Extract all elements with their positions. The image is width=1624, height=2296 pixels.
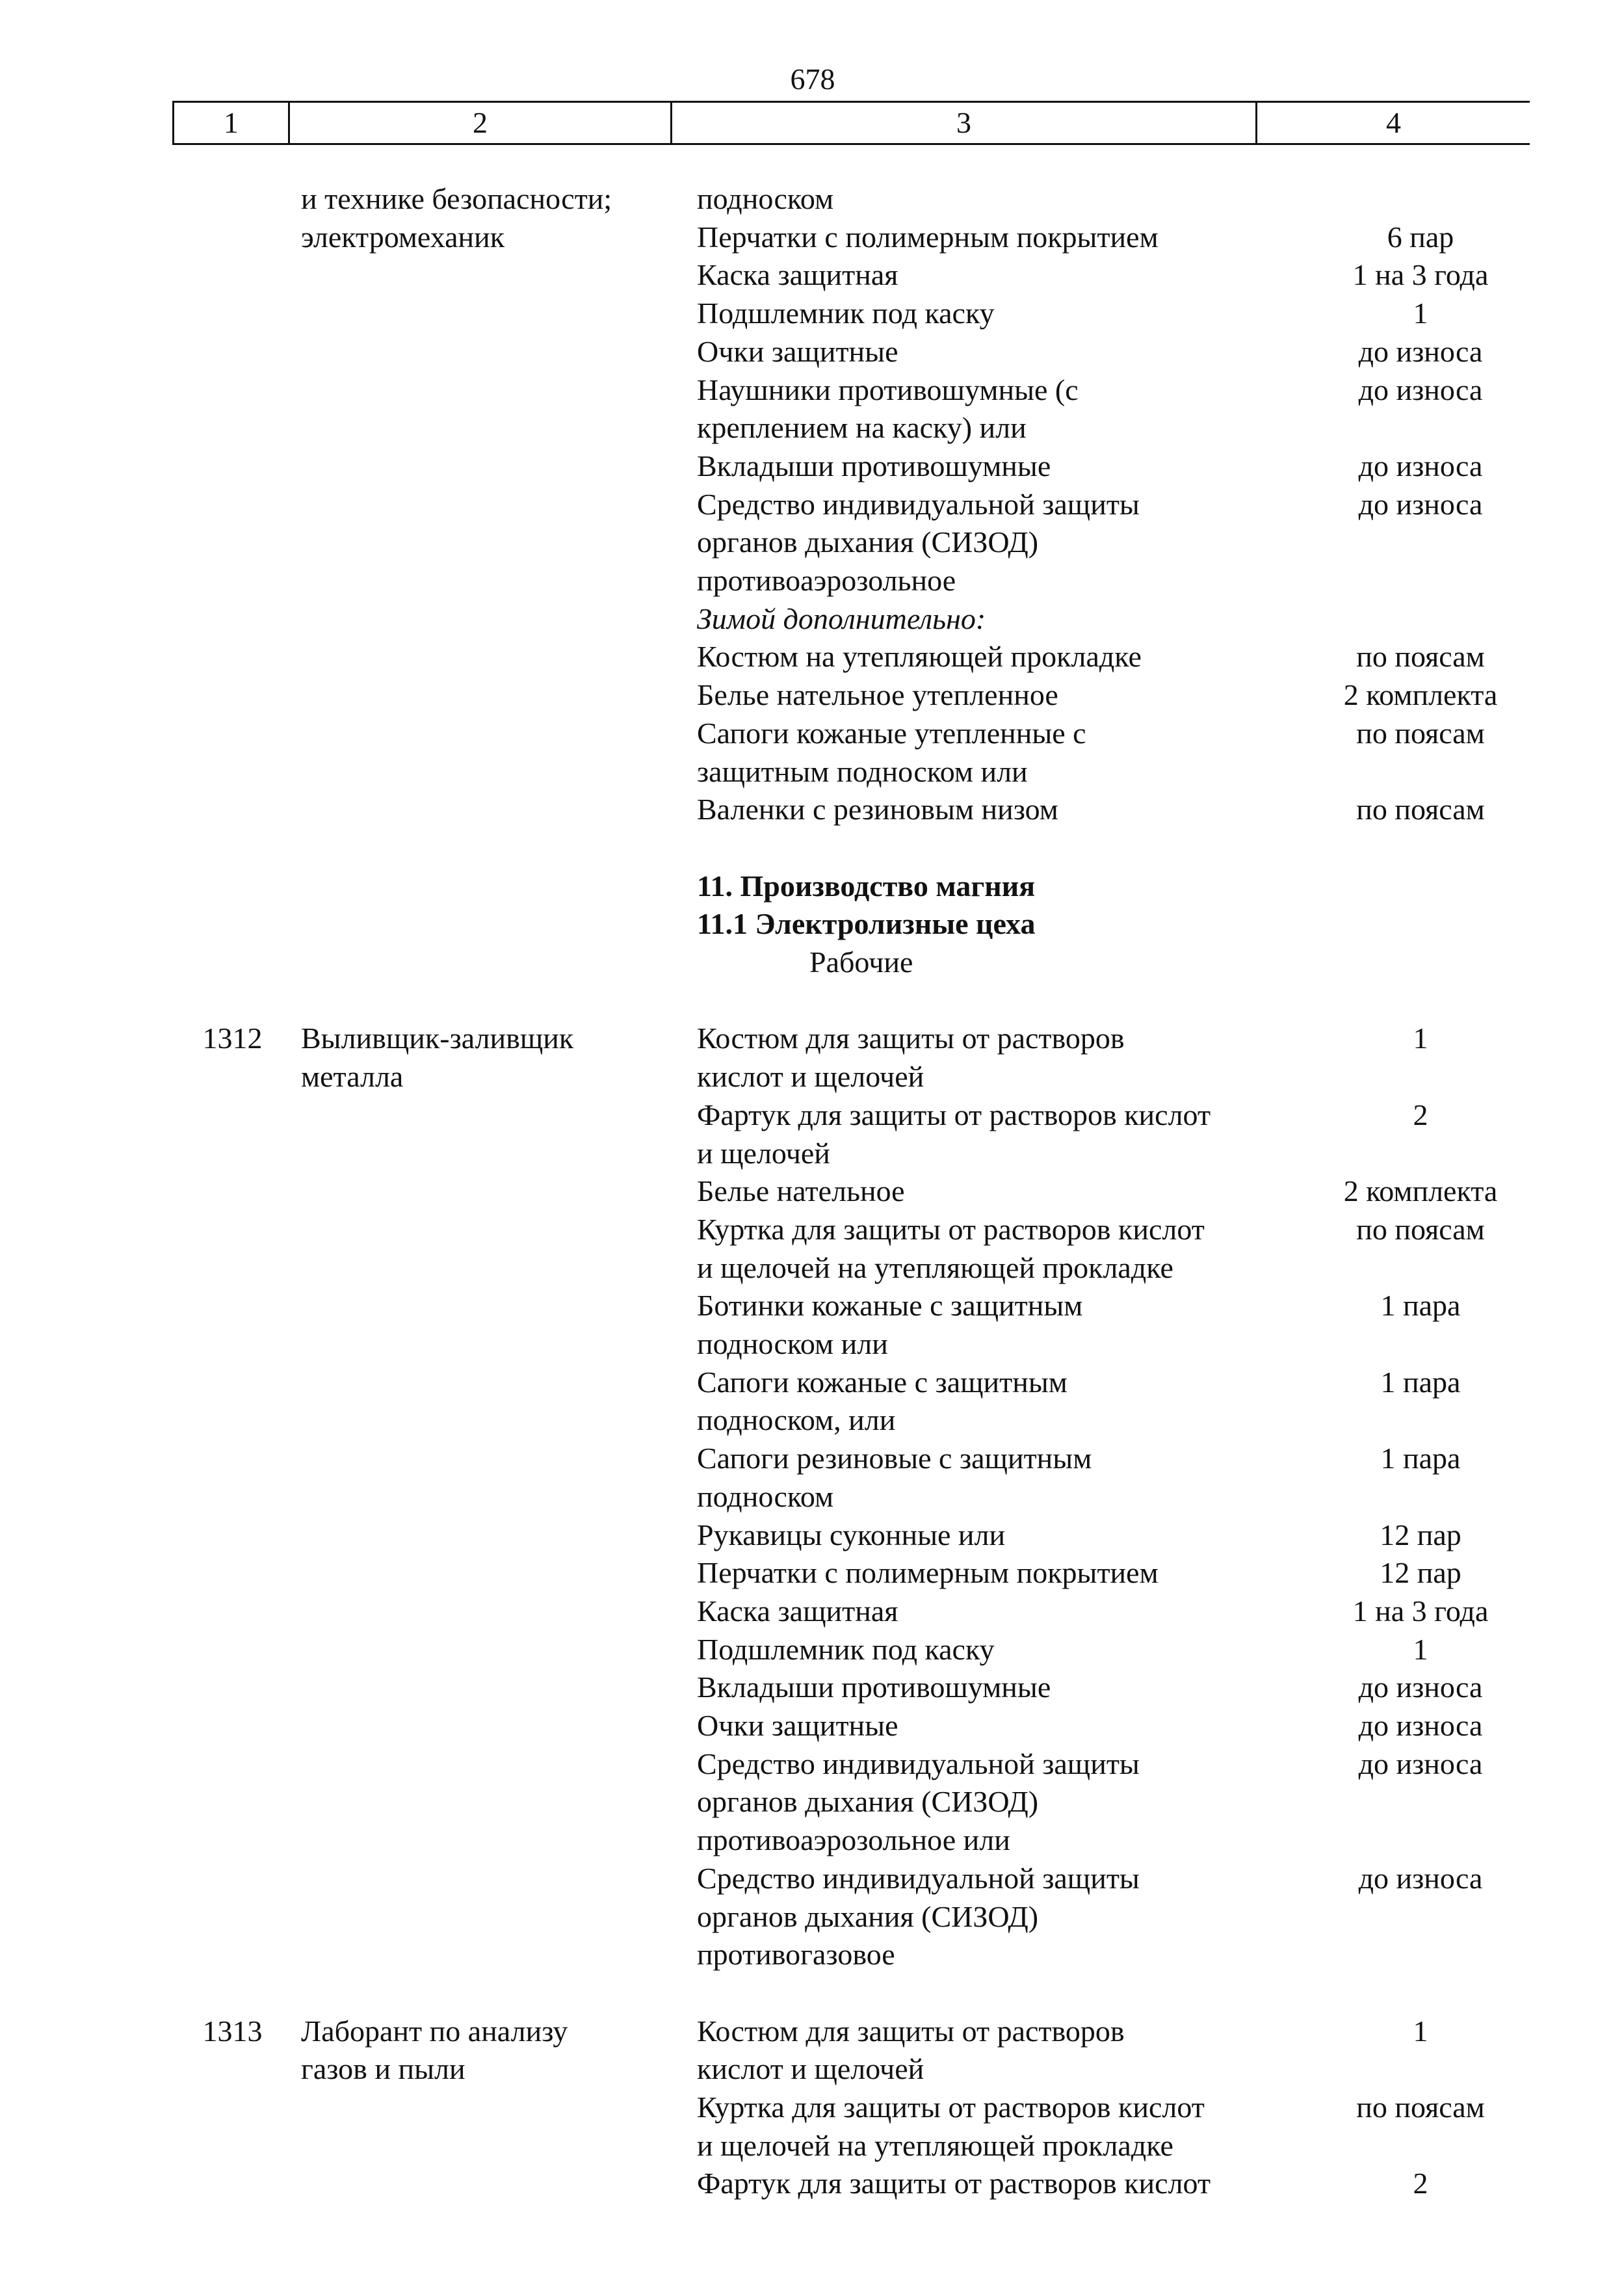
item-name: противоаэрозольное — [697, 564, 956, 597]
item-name: Очки защитные — [697, 334, 898, 368]
item-norm: 1 — [1413, 2014, 1428, 2048]
item-norm: 1 на 3 года — [1352, 258, 1489, 292]
item-name: Вкладыши противошумные — [697, 449, 1051, 482]
item-name: Сапоги кожаные утепленные с — [697, 716, 1086, 750]
item-norm: до износа — [1358, 373, 1483, 406]
item-name: Костюм для защиты от растворов — [697, 1022, 1125, 1055]
item-norm: 1 — [1413, 1022, 1428, 1055]
item-norm: до износа — [1358, 449, 1483, 482]
item-name: Средство индивидуальной защиты — [697, 487, 1140, 521]
item-name: подноском — [697, 182, 834, 215]
item-norm: 1 — [1413, 297, 1428, 330]
item-name: кислот и щелочей — [697, 1060, 924, 1094]
item-name: органов дыхания (СИЗОД) — [697, 1899, 1039, 1933]
item-name: Ботинки кожаные с защитным — [697, 1289, 1083, 1323]
item-norm: по поясам — [1356, 716, 1485, 750]
item-name: Средство индивидуальной защиты — [697, 1861, 1140, 1895]
item-norm: 2 комплекта — [1343, 1174, 1498, 1208]
column-header-4: 4 — [1386, 106, 1401, 139]
item-name: Валенки с резиновым низом — [697, 793, 1058, 826]
item-norm: 1 пара — [1380, 1365, 1461, 1399]
item-name: креплением на каску) или — [697, 411, 1027, 445]
item-name: Сапоги кожаные с защитным — [697, 1365, 1067, 1399]
item-name: Перчатки с полимерным покрытием — [697, 220, 1159, 254]
item-norm: до износа — [1358, 487, 1483, 521]
item-norm: 1 на 3 года — [1352, 1594, 1489, 1628]
item-name: Очки защитные — [697, 1709, 898, 1742]
item-norm: 12 пар — [1380, 1518, 1461, 1551]
entry-number: 1313 — [202, 2014, 263, 2048]
item-name: органов дыхания (СИЗОД) — [697, 525, 1039, 559]
item-norm: 2 — [1413, 1098, 1428, 1131]
section-subtitle: 11.1 Электролизные цеха — [697, 907, 1036, 941]
position-title: электромеханик — [301, 220, 505, 254]
item-norm: до износа — [1358, 334, 1483, 368]
item-name: защитным подноском или — [697, 754, 1028, 788]
item-norm: 1 — [1413, 1632, 1428, 1666]
position-title: газов и пыли — [301, 2052, 465, 2086]
item-norm: по поясам — [1356, 2091, 1485, 2124]
table-header — [172, 101, 1530, 145]
section-title: 11. Производство магния — [697, 869, 1036, 903]
item-name: Фартук для защиты от растворов кислот — [697, 2167, 1211, 2200]
item-name: Куртка для защиты от растворов кислот — [697, 2091, 1205, 2124]
item-name: противоаэрозольное или — [697, 1823, 1010, 1857]
item-name: Фартук для защиты от растворов кислот — [697, 1098, 1211, 1131]
item-name: Белье нательное — [697, 1174, 905, 1208]
item-name: Каска защитная — [697, 1594, 898, 1628]
item-name: Костюм на утепляющей прокладке — [697, 640, 1142, 674]
item-name: Рукавицы суконные или — [697, 1518, 1006, 1551]
item-norm: по поясам — [1356, 640, 1485, 674]
item-name: Средство индивидуальной защиты — [697, 1747, 1140, 1780]
item-norm: 6 пар — [1387, 220, 1454, 254]
item-name: Подшлемник под каску — [697, 297, 995, 330]
item-name: Белье нательное утепленное — [697, 678, 1058, 712]
item-name: подноском — [697, 1479, 834, 1513]
item-norm: 1 пара — [1380, 1442, 1461, 1475]
item-norm: до износа — [1358, 1709, 1483, 1742]
item-norm: по поясам — [1356, 793, 1485, 826]
column-header-2: 2 — [473, 106, 488, 139]
item-name: Сапоги резиновые с защитным — [697, 1442, 1092, 1475]
position-title: металла — [301, 1060, 404, 1094]
item-name: подноском, или — [697, 1403, 896, 1437]
item-name: Костюм для защиты от растворов — [697, 2014, 1125, 2048]
item-name: Наушники противошумные (с — [697, 373, 1079, 406]
item-norm: до износа — [1358, 1747, 1483, 1780]
item-name: Куртка для защиты от растворов кислот — [697, 1212, 1205, 1246]
position-title: и технике безопасности; — [301, 182, 612, 215]
position-title: Лаборант по анализу — [301, 2014, 568, 2048]
item-name: Зимой дополнительно: — [697, 601, 986, 635]
item-name: подноском или — [697, 1327, 888, 1360]
item-name: Подшлемник под каску — [697, 1632, 995, 1666]
item-norm: 2 комплекта — [1343, 678, 1498, 712]
position-title: Выливщик-заливщик — [301, 1022, 574, 1055]
item-norm: до износа — [1358, 1670, 1483, 1704]
item-name: кислот и щелочей — [697, 2052, 924, 2086]
item-name: противогазовое — [697, 1938, 895, 1972]
item-name: Каска защитная — [697, 258, 898, 292]
item-name: Перчатки с полимерным покрытием — [697, 1556, 1159, 1590]
item-norm: 2 — [1413, 2167, 1428, 2200]
item-name: и щелочей на утепляющей прокладке — [697, 2128, 1173, 2162]
item-name: и щелочей — [697, 1136, 830, 1170]
column-header-1: 1 — [224, 106, 239, 139]
item-name: Вкладыши противошумные — [697, 1670, 1051, 1704]
item-norm: до износа — [1358, 1861, 1483, 1895]
item-name: органов дыхания (СИЗОД) — [697, 1785, 1039, 1819]
item-norm: 1 пара — [1380, 1289, 1461, 1323]
page-number: 678 — [790, 62, 835, 96]
column-header-3: 3 — [956, 106, 971, 139]
item-norm: по поясам — [1356, 1212, 1485, 1246]
category-label: Рабочие — [809, 945, 913, 979]
entry-number: 1312 — [202, 1022, 263, 1055]
item-name: и щелочей на утепляющей прокладке — [697, 1250, 1173, 1284]
item-norm: 12 пар — [1380, 1556, 1461, 1590]
